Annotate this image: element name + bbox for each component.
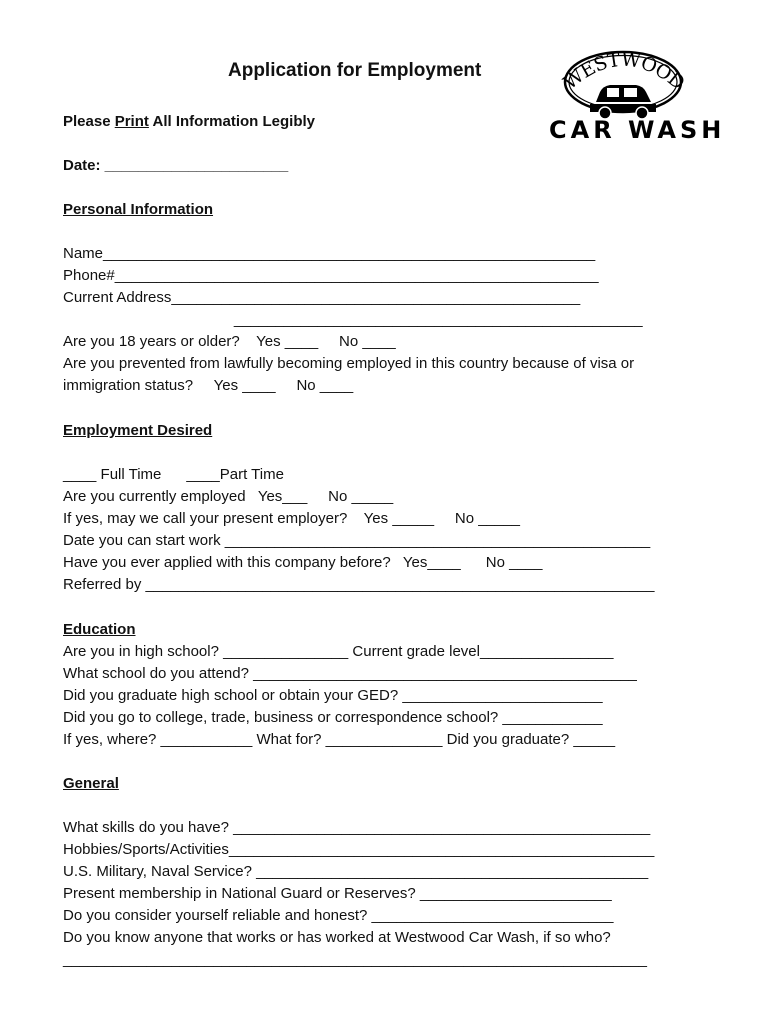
referred-by-field[interactable]: Referred by _____________________________________________________________: [63, 576, 655, 593]
school-name-field[interactable]: What school do you attend? ______________________________________________: [63, 665, 637, 682]
age-question[interactable]: Are you 18 years or older? Yes ____ No ____: [63, 333, 396, 350]
logo-brand-arc: WESTWOOD: [559, 48, 689, 95]
print-prefix: Please: [63, 113, 115, 130]
currently-employed-question[interactable]: Are you currently employed Yes___ No _____: [63, 488, 394, 505]
ged-field[interactable]: Did you graduate high school or obtain your GED? ________________________: [63, 687, 603, 704]
print-word: Print: [114, 113, 149, 130]
reliable-field[interactable]: Do you consider yourself reliable and honest? _____________________________: [63, 907, 614, 924]
applied-before-question[interactable]: Have you ever applied with this company before? Yes____ No ____: [63, 554, 543, 571]
hobbies-field[interactable]: Hobbies/Sports/Activities___________________________________________________: [63, 841, 655, 858]
college-field[interactable]: Did you go to college, trade, business or correspondence school? ____________: [63, 709, 603, 726]
section-heading-personal: Personal Information: [63, 201, 214, 218]
name-field[interactable]: Name___________________________________________________________: [63, 245, 596, 262]
know-anyone-question: Do you know anyone that works or has worked at Westwood Car Wash, if so who?: [63, 929, 611, 946]
high-school-field[interactable]: Are you in high school? _______________ Current grade level________________: [63, 643, 614, 660]
car-icon: [590, 85, 656, 119]
date-field[interactable]: Date: ______________________: [63, 157, 289, 174]
page-title: Application for Employment: [228, 60, 482, 81]
visa-question: Are you prevented from lawfully becoming employed in this country because of visa or: [63, 355, 635, 372]
print-instruction: [63, 113, 315, 131]
logo-car-wash-text: CAR WASH: [549, 116, 726, 144]
national-guard-field[interactable]: Present membership in National Guard or Reserves? _______________________: [63, 885, 612, 902]
know-anyone-field[interactable]: ______________________________________________________________________: [63, 951, 647, 968]
phone-field[interactable]: Phone#__________________________________________________________: [63, 267, 599, 284]
print-suffix: All Information Legibly: [148, 113, 316, 130]
college-details-field[interactable]: If yes, where? ___________ What for? ______________ Did you graduate? _____: [63, 731, 616, 748]
address-field[interactable]: Current Address_________________________________________________: [63, 289, 581, 306]
skills-field[interactable]: What skills do you have? __________________________________________________: [63, 819, 651, 836]
military-field[interactable]: U.S. Military, Naval Service? _______________________________________________: [63, 863, 649, 880]
section-heading-education: Education: [63, 621, 136, 638]
visa-question-answer[interactable]: immigration status? Yes ____ No ____: [63, 377, 354, 394]
address-field-line-2[interactable]: _________________________________________________: [63, 311, 643, 328]
employment-type-field[interactable]: ____ Full Time ____Part Time: [63, 466, 284, 483]
contact-employer-question[interactable]: If yes, may we call your present employer? Yes _____ No _____: [63, 510, 520, 527]
start-date-field[interactable]: Date you can start work ___________________________________________________: [63, 532, 651, 549]
section-heading-employment: Employment Desired: [63, 422, 213, 439]
section-heading-general: General: [63, 775, 119, 792]
